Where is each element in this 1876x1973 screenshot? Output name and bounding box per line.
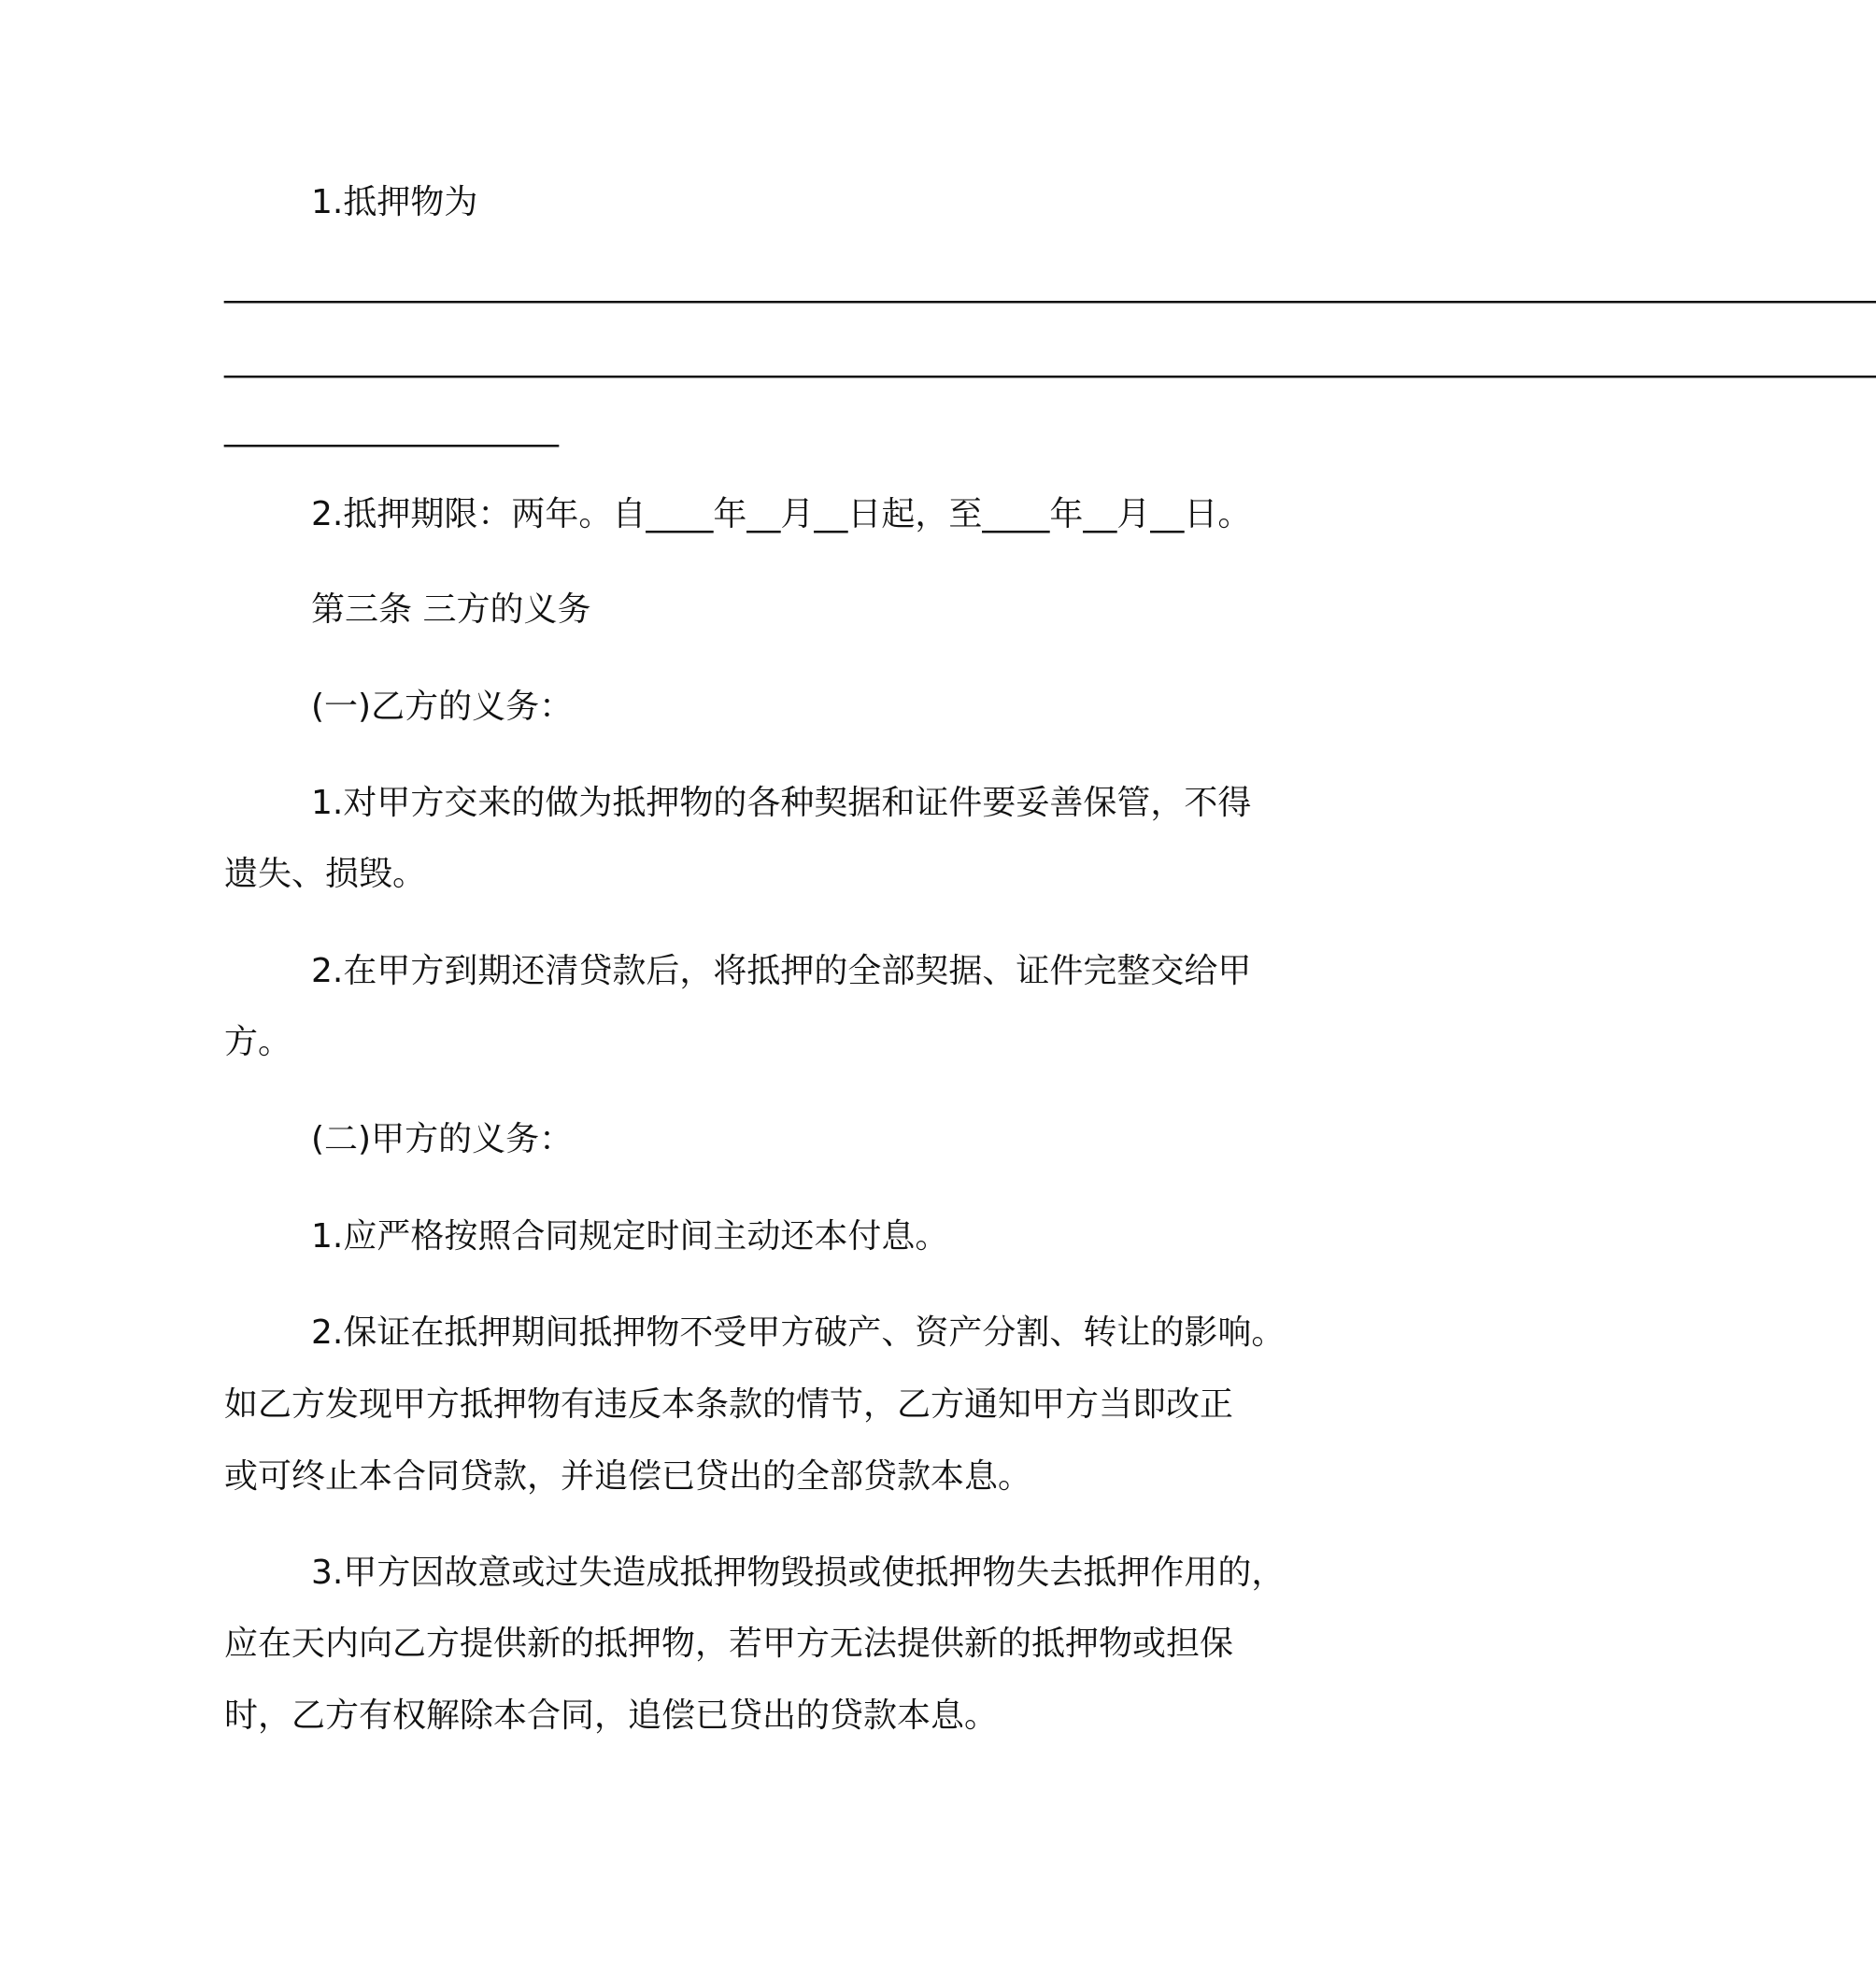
blank-line-1: ________________________________________________________________________________________________________ [224,265,1876,304]
blank-line-2: ________________________________________________________________________________________________________ [224,340,1876,378]
clause-text: 3.甲方因故意或过失造成抵押物毁损或使抵押物失去抵押作用的， [311,1554,1286,1592]
clause-text: 如乙方发现甲方抵押物有违反本条款的情节，乙方通知甲方当即改正 [224,1385,1234,1424]
clause-text: 方。 [224,1023,292,1061]
section-heading-2: (二)甲方的义务： [311,1120,574,1158]
clause-text: 2.在甲方到期还清贷款后，将抵押的全部契据、证件完整交给甲 [311,952,1252,990]
clause-text: 应在天内向乙方提供新的抵押物，若甲方无法提供新的抵押物或担保 [224,1625,1234,1663]
clause-text: 或可终止本合同贷款，并追偿已贷出的全部贷款本息。 [224,1457,1032,1496]
clause-term: 2.抵押期限：两年。自____年__月__日起，至____年__月__日。 [311,495,1252,533]
clause-text: 1.应严格按照合同规定时间主动还本付息。 [311,1217,949,1256]
clause-text: 1.对甲方交来的做为抵押物的各种契据和证件要妥善保管，不得 [311,784,1252,822]
clause-text: 2.保证在抵押期间抵押物不受甲方破产、资产分割、转让的影响。 [311,1313,1286,1352]
article-heading: 第三条 三方的义务 [311,590,591,629]
clause-text: 遗失、损毁。 [224,855,427,893]
section-heading-1: (一)乙方的义务： [311,688,574,726]
clause-text: 时，乙方有权解除本合同，追偿已贷出的贷款本息。 [224,1696,999,1735]
blank-line-3: _____________________ [224,409,558,447]
clause-collateral: 1.抵押物为 [311,183,478,221]
